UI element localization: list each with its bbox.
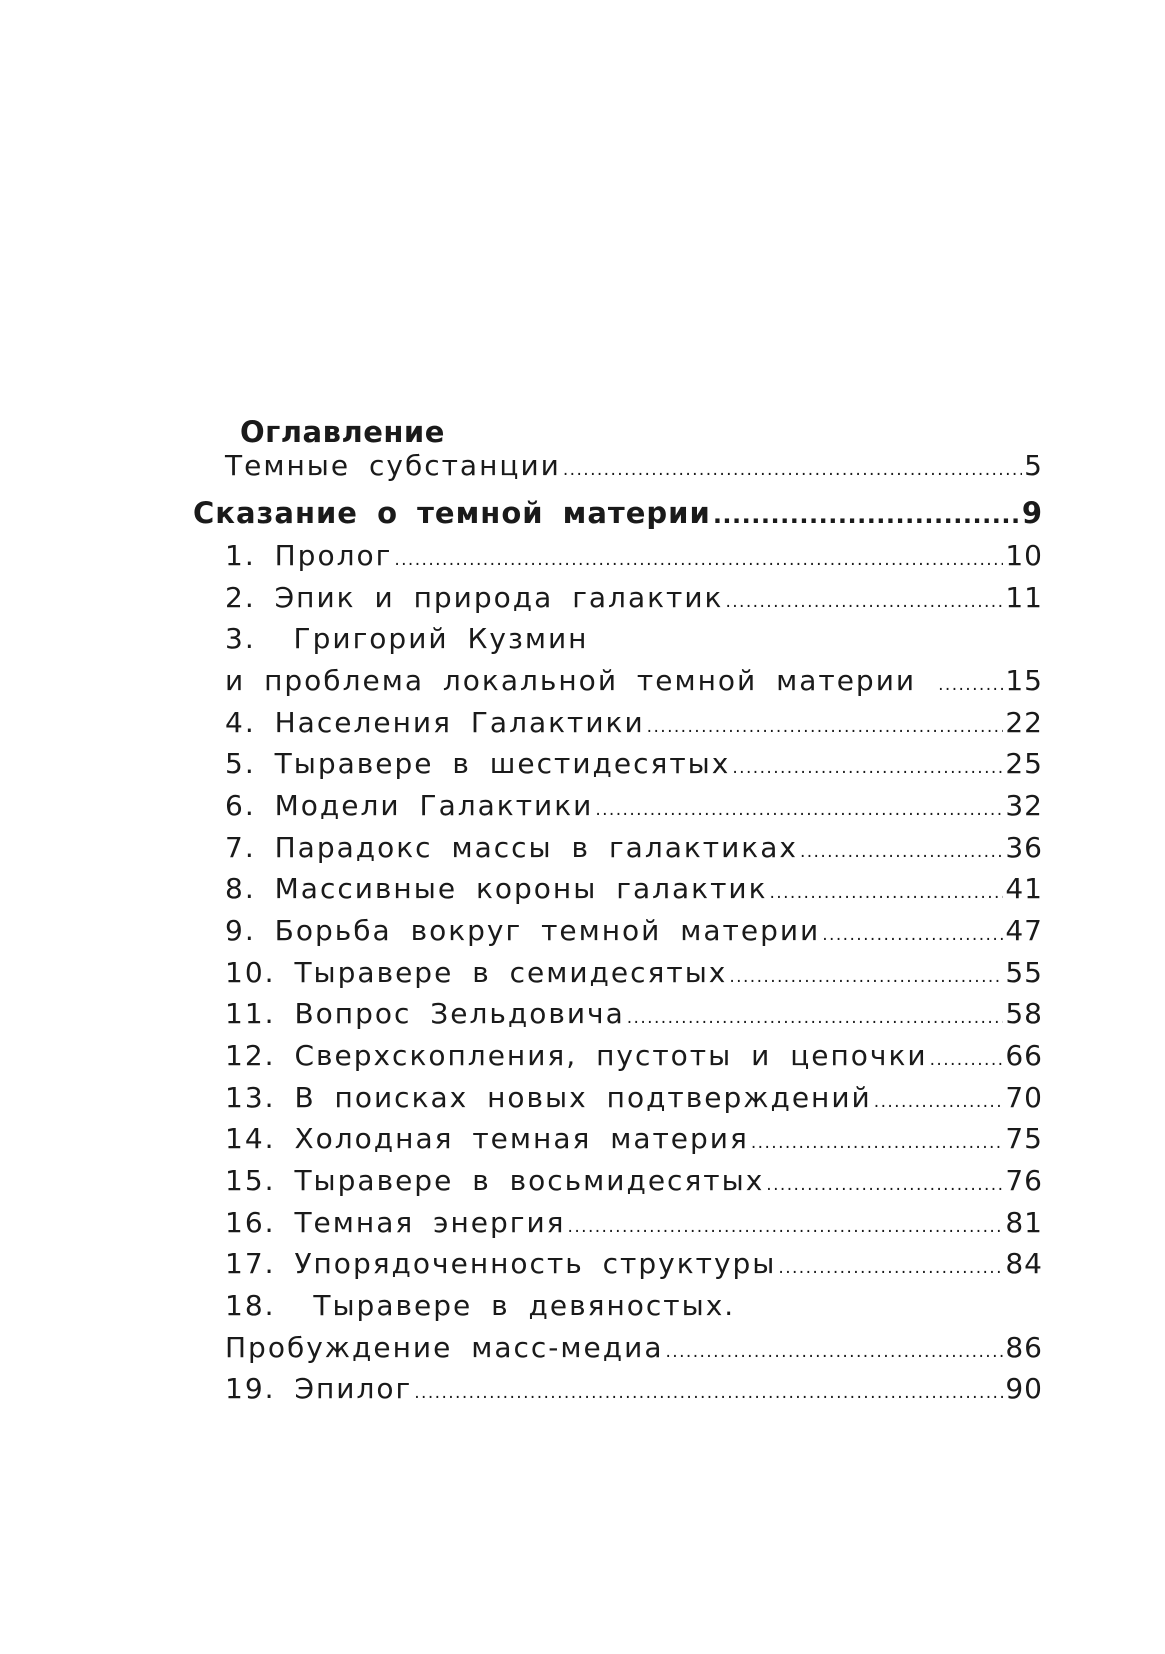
toc-entry[interactable] xyxy=(225,703,1043,743)
chapter-page: 22 xyxy=(1005,706,1043,739)
leader-dots xyxy=(627,994,1004,1038)
chapter-title: Григорий Кузмин xyxy=(293,622,589,655)
chapter-page: 41 xyxy=(1005,872,1043,905)
toc-entry[interactable] xyxy=(225,1078,1043,1118)
toc-entry[interactable] xyxy=(225,1119,1043,1159)
toc-entry-first-line[interactable] xyxy=(225,619,588,659)
chapter-number: 16. xyxy=(225,1206,276,1239)
chapter-number: 11. xyxy=(225,997,276,1030)
leader-dots xyxy=(800,828,1003,872)
chapter-title: Темная энергия xyxy=(294,1206,566,1239)
chapter-title: Модели Галактики xyxy=(274,789,594,822)
toc-entry[interactable] xyxy=(225,578,1043,618)
chapter-title: Упорядоченность структуры xyxy=(294,1247,777,1280)
leader-dots xyxy=(766,1161,1003,1205)
chapter-number: 8. xyxy=(225,872,256,905)
chapter-title: Вопрос Зельдовича xyxy=(294,997,625,1030)
toc-entry[interactable] xyxy=(225,744,1043,784)
toc-entry[interactable] xyxy=(225,1244,1043,1284)
chapter-page: 66 xyxy=(1005,1039,1043,1072)
chapter-page: 86 xyxy=(1005,1331,1043,1364)
leader-dots xyxy=(822,911,1003,955)
toc-entry-label: Темные субстанции xyxy=(225,449,561,482)
chapter-number: 17. xyxy=(225,1247,276,1280)
chapter-page: 84 xyxy=(1005,1247,1043,1280)
toc-entry[interactable] xyxy=(225,1161,1043,1201)
chapter-number: 14. xyxy=(225,1122,276,1155)
chapter-page: 81 xyxy=(1005,1206,1043,1239)
chapter-page: 15 xyxy=(1005,664,1043,697)
chapter-number: 6. xyxy=(225,789,256,822)
leader-dots xyxy=(732,744,1003,788)
chapter-title: В поисках новых подтверждений xyxy=(294,1081,872,1114)
toc-entry[interactable] xyxy=(225,869,1043,909)
chapter-number: 5. xyxy=(225,747,256,780)
leader-dots xyxy=(725,578,1003,622)
chapter-page: 47 xyxy=(1005,914,1043,947)
chapter-title: Массивные короны галактик xyxy=(274,872,768,905)
chapter-page: 90 xyxy=(1005,1372,1043,1405)
chapter-number: 10. xyxy=(225,956,276,989)
leader-dots xyxy=(568,1203,1004,1247)
chapter-page: 25 xyxy=(1005,747,1043,780)
chapter-number: 19. xyxy=(225,1372,276,1405)
toc-entry[interactable] xyxy=(225,536,1043,576)
toc-entry[interactable] xyxy=(225,786,1043,826)
chapter-page: 11 xyxy=(1005,581,1043,614)
leader-dots xyxy=(563,446,1022,490)
toc-entry-part[interactable] xyxy=(193,493,1043,533)
chapter-number: 15. xyxy=(225,1164,276,1197)
chapter-title-continued: и проблема локальной темной материи xyxy=(225,664,917,697)
chapter-title: Пролог xyxy=(274,539,393,572)
toc-part-label: Сказание о темной материи xyxy=(193,496,711,530)
chapter-page: 10 xyxy=(1005,539,1043,572)
chapter-number: 18. xyxy=(225,1289,276,1322)
toc-entry[interactable] xyxy=(225,911,1043,951)
leader-dots xyxy=(751,1119,1004,1163)
chapter-title: Тыравере в шестидесятых xyxy=(274,747,731,780)
toc-entry[interactable] xyxy=(225,1203,1043,1243)
chapter-number: 1. xyxy=(225,539,256,572)
chapter-title: Сверхскопления, пустоты и цепочки xyxy=(294,1039,928,1072)
chapter-page: 70 xyxy=(1005,1081,1043,1114)
toc-entry[interactable] xyxy=(225,1036,1043,1076)
chapter-page: 55 xyxy=(1005,956,1043,989)
leader-dots xyxy=(414,1369,1003,1413)
toc-entry[interactable] xyxy=(225,1369,1043,1409)
chapter-number: 2. xyxy=(225,581,256,614)
toc-entry-intro[interactable] xyxy=(225,446,1043,486)
chapter-page: 36 xyxy=(1005,831,1043,864)
chapter-number: 7. xyxy=(225,831,256,864)
toc-entry[interactable] xyxy=(225,828,1043,868)
chapter-title: Тыравере в девяностых. xyxy=(313,1289,736,1322)
leader-dots xyxy=(778,1244,1003,1288)
chapter-title: Парадокс массы в галактиках xyxy=(274,831,798,864)
leader-dots xyxy=(938,661,1003,705)
leader-dots xyxy=(729,953,1003,997)
chapter-number: 3. xyxy=(225,622,256,655)
leader-dots xyxy=(595,786,1003,830)
chapter-title: Населения Галактики xyxy=(274,706,645,739)
leader-dots xyxy=(713,493,1020,535)
leader-dots xyxy=(647,703,1004,747)
chapter-page: 58 xyxy=(1005,997,1043,1030)
chapter-title: Тыравере в восьмидесятых xyxy=(294,1164,765,1197)
toc-entry-first-line[interactable] xyxy=(225,1286,735,1326)
chapter-title: Эпик и природа галактик xyxy=(274,581,724,614)
chapter-number: 12. xyxy=(225,1039,276,1072)
toc-entry-page: 5 xyxy=(1024,449,1043,482)
leader-dots xyxy=(874,1078,1004,1122)
toc-entry[interactable] xyxy=(225,953,1043,993)
chapter-title: Холодная темная материя xyxy=(294,1122,749,1155)
leader-dots xyxy=(770,869,1004,913)
chapter-title: Тыравере в семидесятых xyxy=(294,956,728,989)
chapter-title: Эпилог xyxy=(294,1372,413,1405)
toc-entry[interactable] xyxy=(225,661,1043,701)
leader-dots xyxy=(930,1036,1004,1080)
leader-dots xyxy=(665,1328,1003,1372)
chapter-number: 9. xyxy=(225,914,256,947)
toc-entry[interactable] xyxy=(225,994,1043,1034)
toc-part-page: 9 xyxy=(1021,496,1043,530)
toc-entry[interactable] xyxy=(225,1328,1043,1368)
chapter-title: Борьба вокруг темной материи xyxy=(274,914,821,947)
chapter-number: 13. xyxy=(225,1081,276,1114)
chapter-number: 4. xyxy=(225,706,256,739)
chapter-page: 75 xyxy=(1005,1122,1043,1155)
chapter-page: 32 xyxy=(1005,789,1043,822)
chapter-page: 76 xyxy=(1005,1164,1043,1197)
toc-title: Оглавление xyxy=(240,415,445,449)
leader-dots xyxy=(394,536,1003,580)
chapter-title-continued: Пробуждение масс-медиа xyxy=(225,1331,664,1364)
